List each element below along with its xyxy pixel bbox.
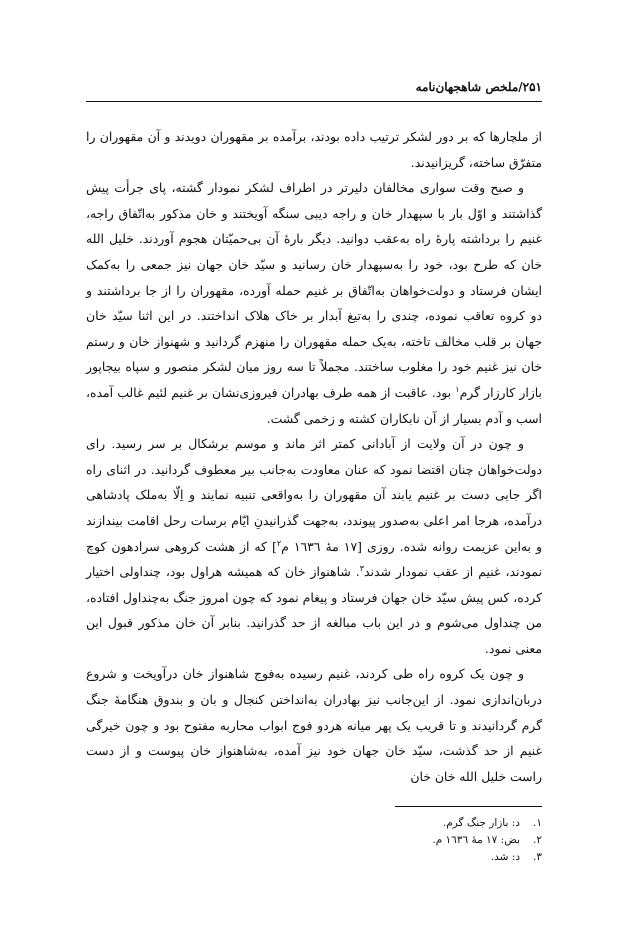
footnote-text: د: بازار جنگ گرم.	[442, 817, 520, 829]
paragraph-4-text: و چون یک کروه راه طی کردند، غنیم رسیده به‌فوج شاهنواز خان درآویخت و شروع دربان‌اندازی نمود. از این‌جانب نیز بهادران به‌انداختن کنجال و بان و بندوق هنگامهٔ جنگ گرم گردانیدند و تا قریب یک پهر میانه هردو فوج ابواب محاربه مفتوح بود و چون خیرگی غنیم از حد گذشت، سیّد خان جهان خود نیز آمده، به‌شاهنواز خان پیوست و از دست راست خلیل الله خان خان	[86, 666, 542, 784]
footnote-text: د: شد.	[490, 851, 520, 863]
paragraph-3-text-cont: ] که از هشت کروهی سرادهون کوچ نمودند، غنیم از عقب نمودار شدند	[86, 538, 542, 580]
footnote-1	[86, 815, 542, 832]
paragraph-2-text-cont: بود. عاقبت از همه طرف بهادران فیروزی‌نشان بر غنیم لئیم غالب آمده، اسب و آدم بسیار از آن نابکاران کشته و زخمی گشت.	[86, 384, 542, 426]
paragraph-3	[86, 431, 542, 661]
paragraph-2	[86, 175, 542, 431]
footnote-ref-1[interactable]: ۱	[455, 384, 460, 394]
footnote-ref-2[interactable]: ۲	[276, 538, 282, 548]
paragraph-2-text: و صبح وقت سواری مخالفان دلیرتر در اطراف لشکر نمودار گشته، پای جرأت پیش گذاشتند و اوّل بار با سپهدار خان و راجه دیبی سنگه آویختند و خان مذکور به‌اتّفاق راجه، غنیم را برداشته پارهٔ راه به‌عقب دوانید. دیگر بارهٔ آن بی‌حمیّتان هجوم آوردند. خلیل الله خان که طرح بود، خود را به‌سپهدار خان رسانید و سیّد خان جهان نیز جمعی را به‌کمک ایشان فرستاد و دولت‌خواهان به‌اتّفاق بر غنیم حمله آورده، مقهوران را از جا برداشتند و دو کروه تعاقب نموده، چندی را به‌تیغ آبدار بر خاک هلاک انداختند. در این اثنا سیّد خان جهان بر قلب مخالف تاخته، به‌یک حمله مقهوران را منهزم گردانید و شهنواز خان و رستم خان نیز غنیم خود را مغلوب ساختند. مجملاً تا سه روز میان لشکر منصور و سپاه بیجاپور بازار کارزار گرم	[86, 180, 542, 400]
paragraph-3-text-end: . شاهنواز خان که همیشه هراول بود، چنداولی اختیار کرده، کس پیش سیّد خان جهان فرستاد و پیغام نمود که چون امروز جنگ به‌چنداول افتاده، من چنداول می‌شوم و در این باب مبالغه از حد گذرانید. بنابر آن خان مذکور قبول این معنی نمود.	[86, 564, 542, 656]
footnote-number: ۲.	[533, 834, 542, 846]
paragraph-1	[86, 124, 542, 175]
footnote-rule	[395, 806, 542, 807]
footnote-number: ۱.	[533, 817, 542, 829]
paragraph-4	[86, 661, 542, 789]
header-rule	[86, 101, 542, 102]
body-text	[86, 124, 542, 789]
paragraph-1-text: از ملچارها که بر دور لشکر ترتیب داده بودند، برآمده بر مقهوران دویدند و آن مقهوران را متفرّق ساخته، گریزانیدند.	[86, 129, 542, 170]
footnote-2	[86, 832, 542, 849]
running-head: ۲۵۱/ملخص شاهجهان‌نامه	[415, 80, 542, 94]
footnote-3	[86, 849, 542, 866]
footnote-number: ۳.	[533, 851, 542, 863]
footnote-text: بض: ۱۷ مهٔ ۱٦۳٦ م.	[432, 834, 520, 846]
footnotes	[86, 815, 542, 866]
paragraph-3-text: و چون در آن ولایت از آبادانی کمتر اثر ماند و موسم برشکال بر سر رسید. رای دولت‌خواهان چنان اقتضا نمود که عنان معاودت به‌جانب بیر معطوف گردانید. در اثنای راه اگر جایی دست بر غنیم یابند آن مقهوران را به‌واقعی تنبیه نمایند و اِلّا به‌ملک پادشاهی درآمده، هرجا امر اعلی به‌صدور پیوندد، به‌جهت گذرانیدنِ ایّام برسات رحل اقامت بیندازند و به‌این عزیمت روانه شده. روزی [۱۷ مهٔ ۱٦۳٦ م	[86, 436, 542, 554]
footnote-ref-3[interactable]: ۳	[359, 563, 365, 573]
